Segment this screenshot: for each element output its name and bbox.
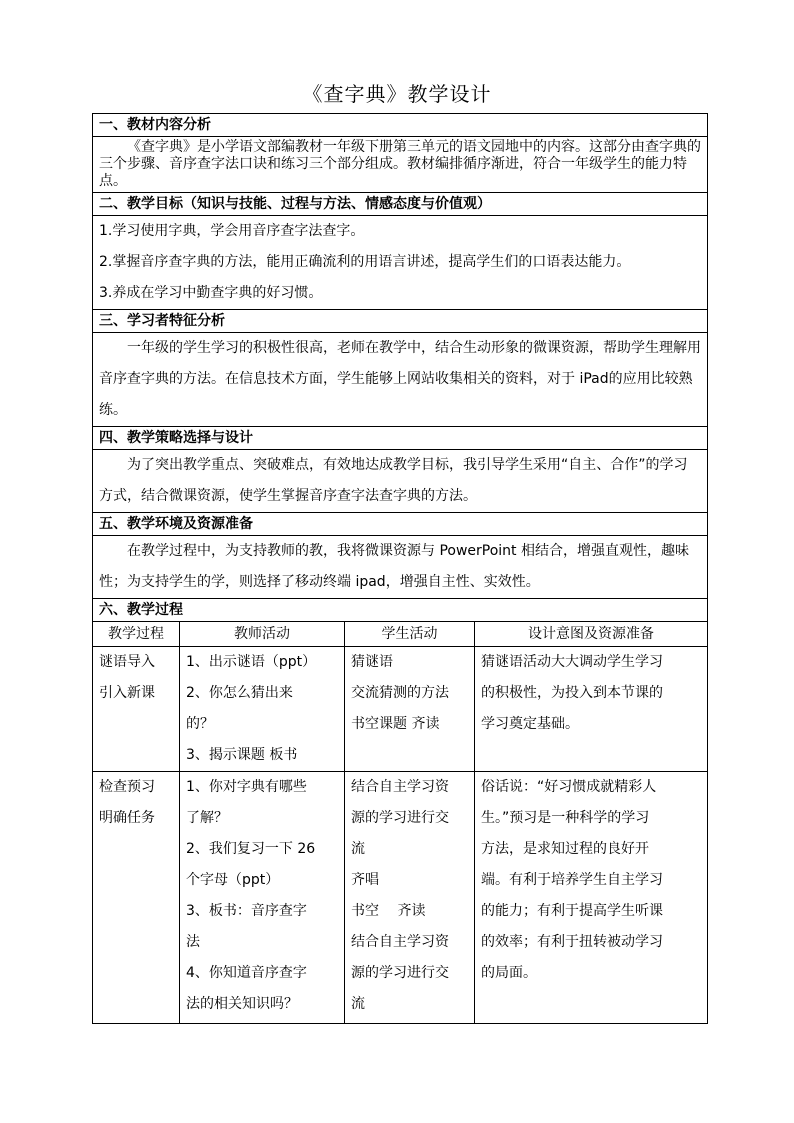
cell-line: 明确任务 [99,810,155,826]
column-header: 教学过程 [93,622,180,647]
section-body-2 [93,216,708,310]
cell-line: 结合自主学习资 [351,779,449,795]
cell-line: 2、我们复习一下 26 [186,841,316,857]
cell-line: 书空课题 齐读 [351,716,440,732]
cell-line: 学习奠定基础。 [481,716,579,732]
goal-item: 1.学习使用字典，学会用音序查字法查字。 [99,223,365,239]
section-heading-5: 五、教学环境及资源准备 [93,513,708,536]
cell-line: 生。”预习是一种科学的学习 [481,810,650,826]
cell-line: 法 [186,934,200,950]
goal-item: 2.掌握音序查字典的方法，能用正确流利的用语言讲述，提高学生们的口语表达能力。 [99,254,631,270]
section-body-1: 《查字典》是小学语文部编教材一年级下册第三单元的语文园地中的内容。这部分由查字典的三个步骤、音序查字法口诀和练习三个部分组成。教材编排循序渐进，符合一年级学生的能力特点。 [93,137,708,193]
cell-line: 俗话说：“好习惯成就精彩人 [481,779,657,795]
cell-line: 猜谜语 [351,654,393,670]
cell-line: 源的学习进行交 [351,810,449,826]
cell-line: 书空 齐读 [351,903,426,919]
stage-cell [93,772,180,1024]
stage-cell [93,647,180,772]
cell-line: 2、你怎么猜出来 [186,685,293,701]
section-heading-3: 三、学习者特征分析 [93,310,708,333]
cell-line: 的能力；有利于提高学生听课 [481,903,663,919]
cell-line: 1、你对字典有哪些 [186,779,307,795]
lesson-plan-table [92,113,708,1024]
cell-line: 的积极性，为投入到本节课的 [481,685,663,701]
cell-line: 引入新课 [99,685,155,701]
process-header-row [93,622,708,647]
cell-line: 谜语导入 [99,654,155,670]
cell-line: 端。有利于培养学生自主学习 [481,872,663,888]
cell-line: 的局面。 [481,965,537,981]
cell-line: 流 [351,996,365,1012]
student-activity-cell [345,772,475,1024]
section-body-4: 为了突出教学重点、突破难点，有效地达成教学目标，我引导学生采用“自主、合作”的学习方式，结合微课资源，使学生掌握音序查字法查字典的方法。 [93,450,708,513]
section-body-3: 一年级的学生学习的积极性很高，老师在教学中，结合生动形象的微课资源，帮助学生理解用音序查字典的方法。在信息技术方面，学生能够上网站收集相关的资料，对于 iPad的应用比较熟练。 [93,333,708,427]
cell-line: 流 [351,841,365,857]
cell-line: 源的学习进行交 [351,965,449,981]
section-body-5: 在教学过程中，为支持教师的教，我将微课资源与 PowerPoint 相结合，增强直观性，趣味性；为支持学生的学，则选择了移动终端 ipad，增强自主性、实效性。 [93,536,708,599]
cell-line: 法的相关知识吗？ [186,996,298,1012]
student-activity-cell [345,647,475,772]
cell-line: 的？ [186,716,214,732]
cell-line: 1、出示谜语（ppt） [186,654,317,670]
cell-line: 方法，是求知过程的良好开 [481,841,649,857]
cell-line: 3、板书：音序查字 [186,903,307,919]
cell-line: 检查预习 [99,779,155,795]
section-heading-6: 六、教学过程 [93,599,708,622]
column-header: 设计意图及资源准备 [475,622,708,647]
section-heading-4: 四、教学策略选择与设计 [93,427,708,450]
document-title: 《查字典》教学设计 [302,82,492,106]
cell-line: 结合自主学习资 [351,934,449,950]
cell-line: 3、揭示课题 板书 [186,747,298,763]
section-heading-1: 一、教材内容分析 [93,114,708,137]
column-header: 教师活动 [180,622,345,647]
cell-line: 个字母（ppt） [186,872,280,888]
cell-line: 的效率；有利于扭转被动学习 [481,934,663,950]
cell-line: 交流猜测的方法 [351,685,449,701]
process-row [93,772,708,1024]
goal-item: 3.养成在学习中勤查字典的好习惯。 [99,285,323,301]
teacher-activity-cell [180,772,345,1024]
column-header: 学生活动 [345,622,475,647]
design-intent-cell [475,772,708,1024]
design-intent-cell [475,647,708,772]
cell-line: 齐唱 [351,872,379,888]
teacher-activity-cell [180,647,345,772]
process-row [93,647,708,772]
cell-line: 猜谜语活动大大调动学生学习 [481,654,663,670]
cell-line: 4、你知道音序查字 [186,965,307,981]
cell-line: 了解？ [186,810,228,826]
section-heading-2: 二、教学目标（知识与技能、过程与方法、情感态度与价值观） [93,193,708,216]
